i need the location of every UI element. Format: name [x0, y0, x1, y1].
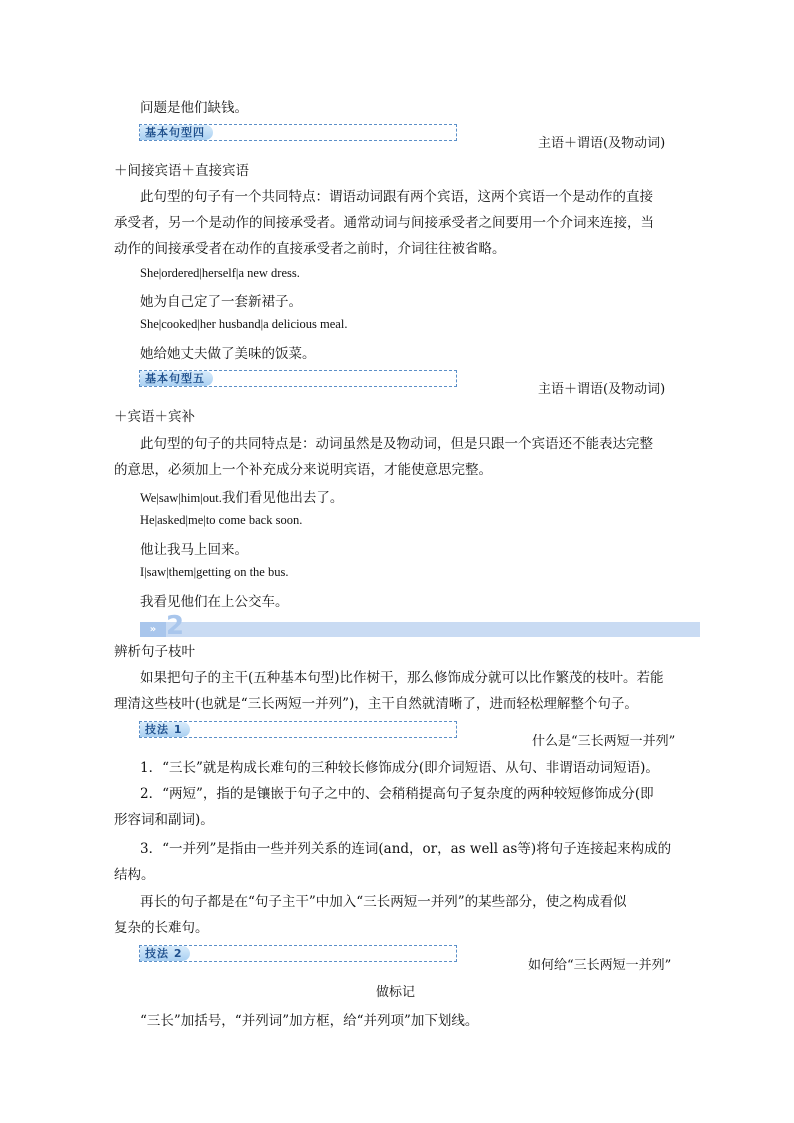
tag-label: 基本句型五: [140, 371, 213, 386]
paragraph-line: 复杂的长难句。: [114, 920, 209, 936]
pattern-5-formula-cont: ＋宾语＋宾补: [114, 409, 195, 425]
paragraph-line: 理清这些枝叶(也就是“三长两短一并列”)，主干自然就清晰了，进而轻松理解整个句子。: [114, 696, 638, 712]
example-translation: 我看见他们在上公交车。: [140, 594, 289, 610]
example-sentence: We|saw|him|out.: [140, 491, 222, 505]
paragraph-line: 结构。: [114, 867, 155, 883]
paragraph-line: 3．“一并列”是指由一些并列关系的连词(and，or，as well as等)将句子连接起来构成的: [140, 841, 672, 857]
paragraph-line: “三长”加括号，“并列词”加方框，给“并列项”加下划线。: [140, 1013, 479, 1029]
paragraph-line: 形容词和副词)。: [114, 812, 214, 828]
example-translation: 他让我马上回来。: [140, 542, 248, 558]
section-number: 2: [166, 611, 185, 641]
example-sentence: She|ordered|herself|a new dress.: [140, 266, 300, 280]
tip-1-title: 什么是“三长两短一并列”: [532, 734, 676, 749]
example-translation: 我们看见他出去了。: [221, 490, 344, 506]
example-line: [140, 486, 343, 506]
sentence-pattern-4-tag: [139, 124, 457, 141]
paragraph-line: 如果把句子的主干(五种基本句型)比作树干，那么修饰成分就可以比作繁茂的枝叶。若能: [140, 670, 664, 686]
pattern-4-formula-cont: ＋间接宾语＋直接宾语: [114, 163, 249, 179]
paragraph-line: 动作的间接承受者在动作的直接承受者之前时，介词往往被省略。: [114, 241, 506, 257]
example-translation: 她为自己定了一套新裙子。: [140, 294, 302, 310]
paragraph-line: 再长的句子都是在“句子主干”中加入“三长两短一并列”的某些部分，使之构成看似: [140, 894, 627, 910]
tip-2-tag: [139, 945, 457, 962]
example-sentence: I|saw|them|getting on the bus.: [140, 565, 289, 579]
double-chevron-icon: »: [140, 622, 166, 637]
sentence-pattern-5-tag: [139, 370, 457, 387]
tip-2-title-cont: 做标记: [376, 985, 416, 1000]
tag-label: 技法 2: [140, 946, 190, 961]
paragraph-line: 此句型的句子有一个共同特点：谓语动词跟有两个宾语，这两个宾语一个是动作的直接: [140, 189, 653, 205]
tag-label: 基本句型四: [140, 125, 213, 140]
pattern-5-formula: 主语＋谓语(及物动词): [538, 382, 666, 397]
text-line: 问题是他们缺钱。: [140, 100, 248, 116]
paragraph-line: 此句型的句子的共同特点是：动词虽然是及物动词，但是只跟一个宾语还不能表达完整: [140, 436, 653, 452]
example-sentence: She|cooked|her husband|a delicious meal.: [140, 317, 348, 331]
paragraph-line: 2．“两短”，指的是镶嵌于句子之中的、会稍稍提高句子复杂度的两种较短修饰成分(即: [140, 786, 654, 802]
paragraph-line: 承受者，另一个是动作的间接承受者。通常动词与间接承受者之间要用一个介词来连接，当: [114, 215, 654, 231]
paragraph-line: 的意思，必须加上一个补充成分来说明宾语，才能使意思完整。: [114, 462, 492, 478]
pattern-4-formula: 主语＋谓语(及物动词): [538, 136, 666, 151]
section-divider-bar: [140, 622, 700, 637]
example-translation: 她给她丈夫做了美味的饭菜。: [140, 346, 316, 362]
example-sentence: He|asked|me|to come back soon.: [140, 513, 303, 527]
tip-1-tag: [139, 721, 457, 738]
tip-2-title: 如何给“三长两短一并列”: [528, 958, 672, 973]
tag-label: 技法 1: [140, 722, 190, 737]
section-title: 辨析句子枝叶: [114, 644, 195, 660]
paragraph-line: 1．“三长”就是构成长难句的三种较长修饰成分(即介词短语、从句、非谓语动词短语)。: [140, 760, 659, 776]
